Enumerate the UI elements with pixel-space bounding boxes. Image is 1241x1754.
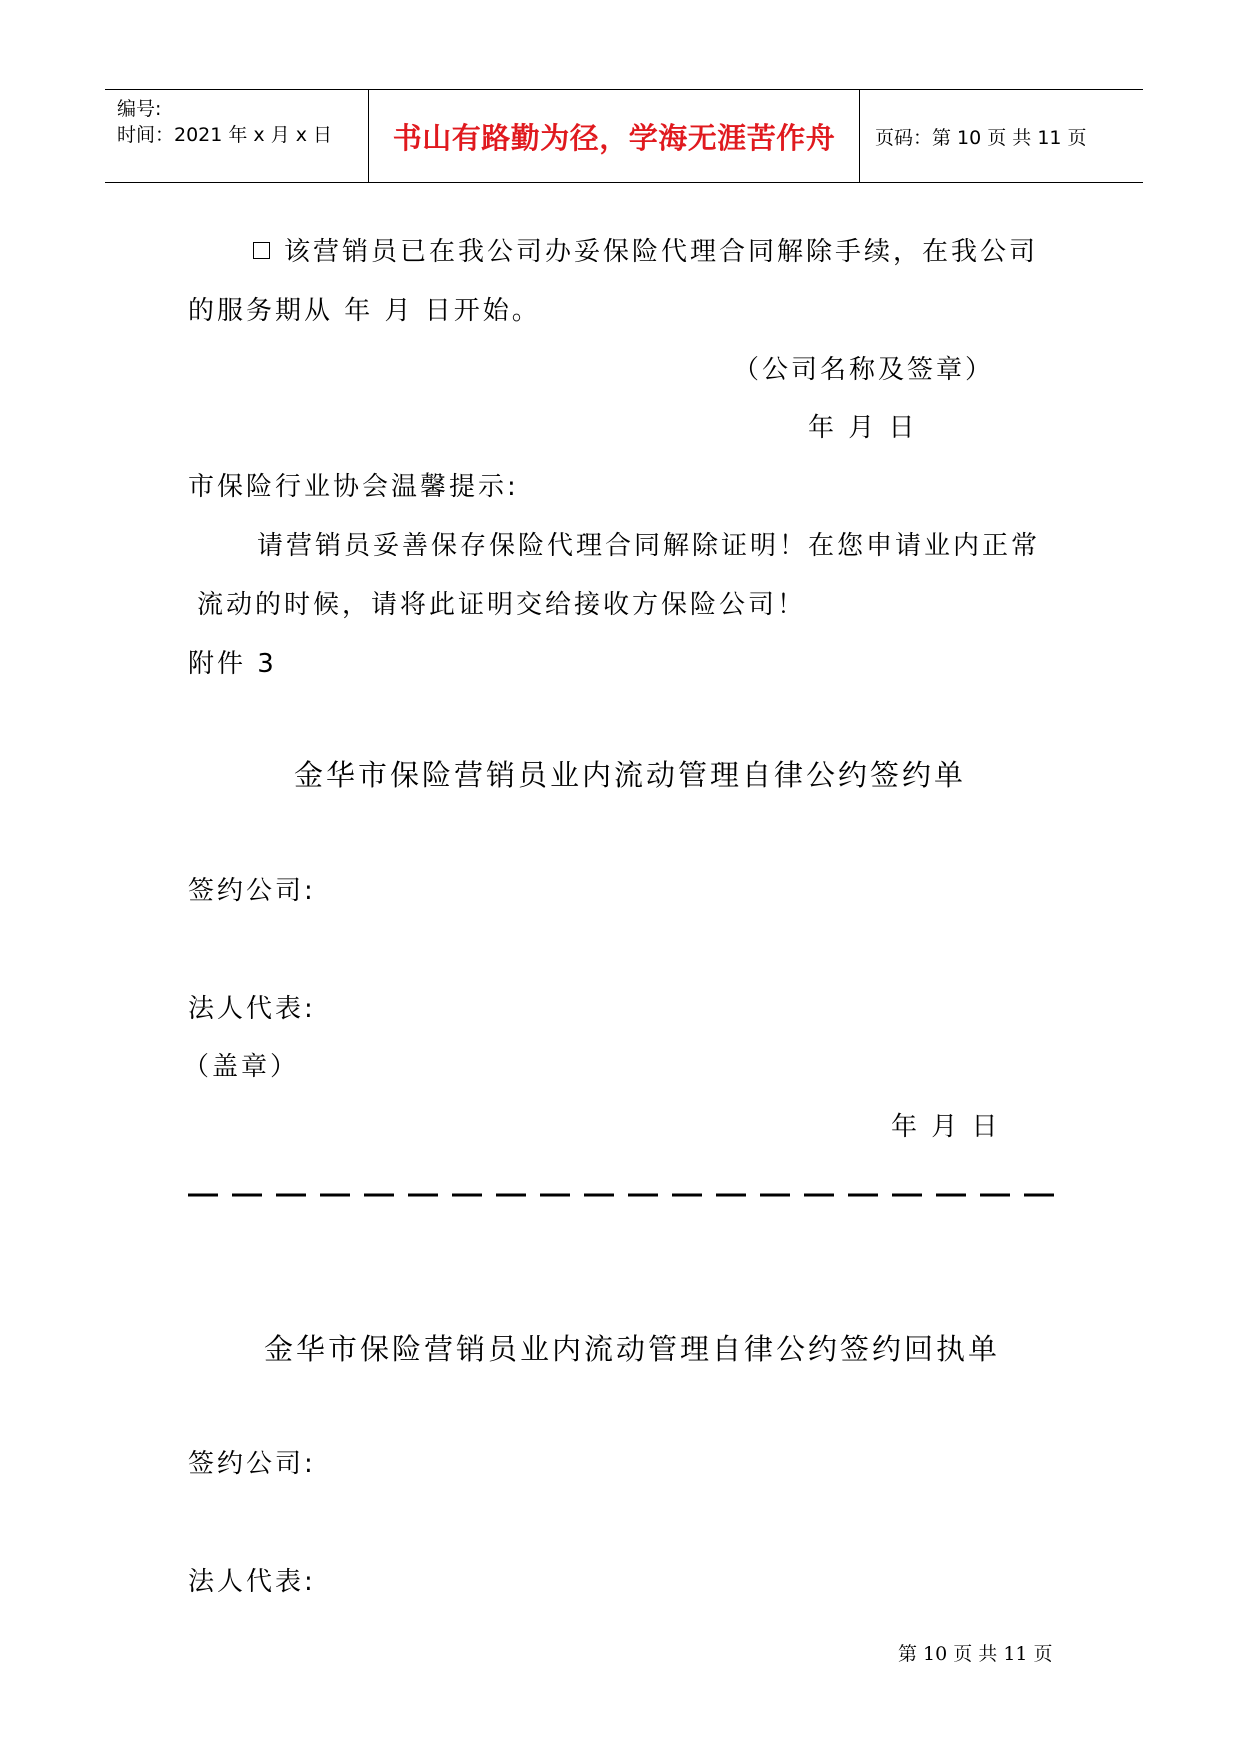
header-page-cell bbox=[861, 90, 1143, 182]
tip-line-2: 流动的时候，请将此证明交给接收方保险公司！ bbox=[197, 590, 807, 620]
page-header bbox=[105, 89, 1143, 183]
header-meta-cell bbox=[105, 90, 369, 182]
date-line-1: 年 月 日 bbox=[808, 413, 918, 443]
receipt-title: 金华市保险营销员业内流动管理自律公约签约回执单 bbox=[264, 1332, 1001, 1366]
sign-company-label: 签约公司: bbox=[188, 876, 316, 906]
termination-line-1 bbox=[253, 231, 1038, 268]
tip-line-1: 请营销员妥善保存保险代理合同解除证明！在您申请业内正常 bbox=[257, 531, 1041, 561]
footer-page-number: 第 10 页 共 11 页 bbox=[898, 1643, 1053, 1665]
receipt-sign-company-label: 签约公司: bbox=[188, 1449, 316, 1479]
date-line-2: 年 月 日 bbox=[891, 1112, 1001, 1142]
cut-line-divider bbox=[188, 1193, 1061, 1197]
company-seal-label: （公司名称及签章） bbox=[733, 355, 995, 385]
receipt-legal-rep-label: 法人代表: bbox=[188, 1567, 316, 1597]
association-tip-title: 市保险行业协会温馨提示: bbox=[188, 472, 519, 502]
attachment-label: 附件 3 bbox=[188, 649, 277, 679]
termination-text-1: 该营销员已在我公司办妥保险代理合同解除手续，在我公司 bbox=[284, 237, 1039, 267]
checkbox-icon[interactable] bbox=[253, 242, 270, 259]
header-time-label: 时间：2021 年 x 月 x 日 bbox=[117, 124, 333, 146]
header-motto-cell bbox=[369, 90, 860, 182]
header-number-label: 编号: bbox=[117, 98, 162, 120]
header-motto: 书山有路勤为径，学海无涯苦作舟 bbox=[392, 120, 836, 155]
header-page-label: 页码：第 10 页 共 11 页 bbox=[875, 126, 1087, 149]
stamp-label: （盖章） bbox=[183, 1052, 300, 1082]
form-title: 金华市保险营销员业内流动管理自律公约签约单 bbox=[294, 758, 967, 792]
legal-rep-label: 法人代表: bbox=[188, 994, 316, 1024]
termination-line-2: 的服务期从 年 月 日开始。 bbox=[188, 296, 541, 326]
